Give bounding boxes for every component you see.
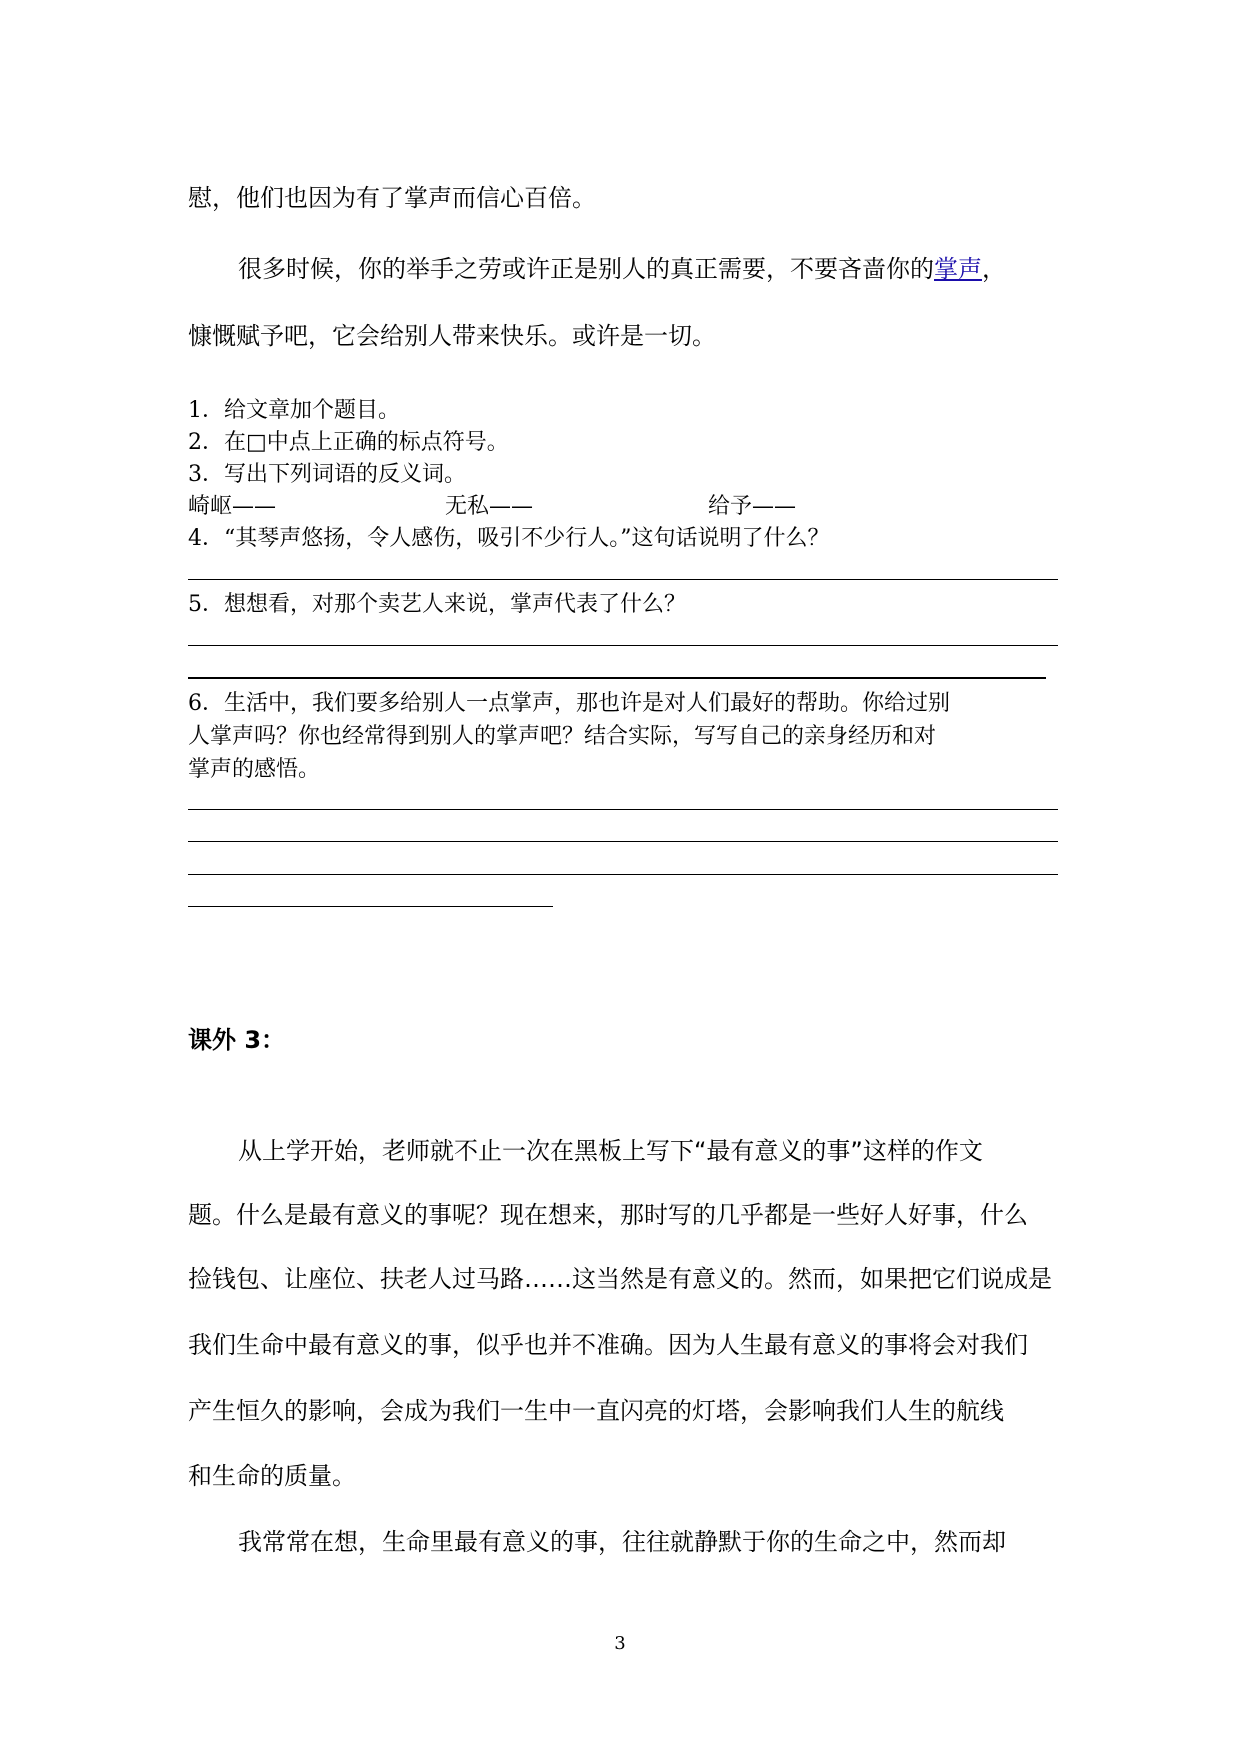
answer-line[interactable] [188, 906, 553, 907]
answer-line[interactable] [188, 579, 1058, 580]
answer-line[interactable] [188, 841, 1058, 842]
question-6-line2: 人掌声吗？你也经常得到别人的掌声吧？结合实际，写写自己的亲身经历和对 [188, 724, 937, 749]
answer-line[interactable] [188, 809, 1058, 810]
passage2-line2: 题。什么是最有意义的事呢？现在想来，那时写的几乎都是一些好人好事，什么 [188, 1201, 1028, 1229]
passage2-line1: 从上学开始，老师就不止一次在黑板上写下“最有意义的事”这样的作文 [238, 1137, 983, 1165]
answer-line[interactable] [188, 645, 1058, 646]
passage1-line2 [238, 249, 1006, 284]
page-number: 3 [614, 1633, 626, 1654]
passage1-line3: 慷慨赋予吧，它会给别人带来快乐。或许是一切。 [188, 322, 716, 350]
question-5: 5．想想看，对那个卖艺人来说，掌声代表了什么？ [188, 592, 686, 617]
antonym-word-3: 给予—— [708, 494, 797, 519]
question-6-line1: 6．生活中，我们要多给别人一点掌声，那也许是对人们最好的帮助。你给过别 [188, 691, 950, 716]
question-3: 3．写出下列词语的反义词。 [188, 462, 466, 487]
passage2-line4: 我们生命中最有意义的事，似乎也并不准确。因为人生最有意义的事将会对我们 [188, 1331, 1028, 1359]
passage2-line6: 和生命的质量。 [188, 1462, 356, 1490]
passage2-line5: 产生恒久的影响，会成为我们一生中一直闪亮的灯塔，会影响我们人生的航线 [188, 1397, 1004, 1425]
applause-link[interactable]: 掌声 [934, 255, 982, 283]
question-6-line3: 掌声的感悟。 [188, 757, 321, 782]
passage1-line2-text: 很多时候，你的举手之劳或许正是别人的真正需要，不要吝啬你的 [238, 255, 934, 283]
antonym-word-1: 崎岖—— [188, 494, 277, 519]
question-1: 1．给文章加个题目。 [188, 398, 400, 423]
answer-line[interactable] [188, 677, 1046, 679]
answer-line[interactable] [188, 874, 1058, 875]
question-4: 4．“其琴声悠扬，令人感伤，吸引不少行人。”这句话说明了什么？ [188, 526, 830, 551]
passage1-line1: 慰，他们也因为有了掌声而信心百倍。 [188, 184, 596, 212]
passage2-line3: 捡钱包、让座位、扶老人过马路……这当然是有意义的。然而，如果把它们说成是 [188, 1265, 1052, 1293]
antonym-word-2: 无私—— [445, 494, 534, 519]
passage1-line2-end: ， [982, 255, 1006, 283]
passage2-line7: 我常常在想，生命里最有意义的事，往往就静默于你的生命之中，然而却 [238, 1528, 1006, 1556]
question-2: 2．在□中点上正确的标点符号。 [188, 430, 509, 455]
section-heading: 课外 3： [188, 1026, 286, 1054]
